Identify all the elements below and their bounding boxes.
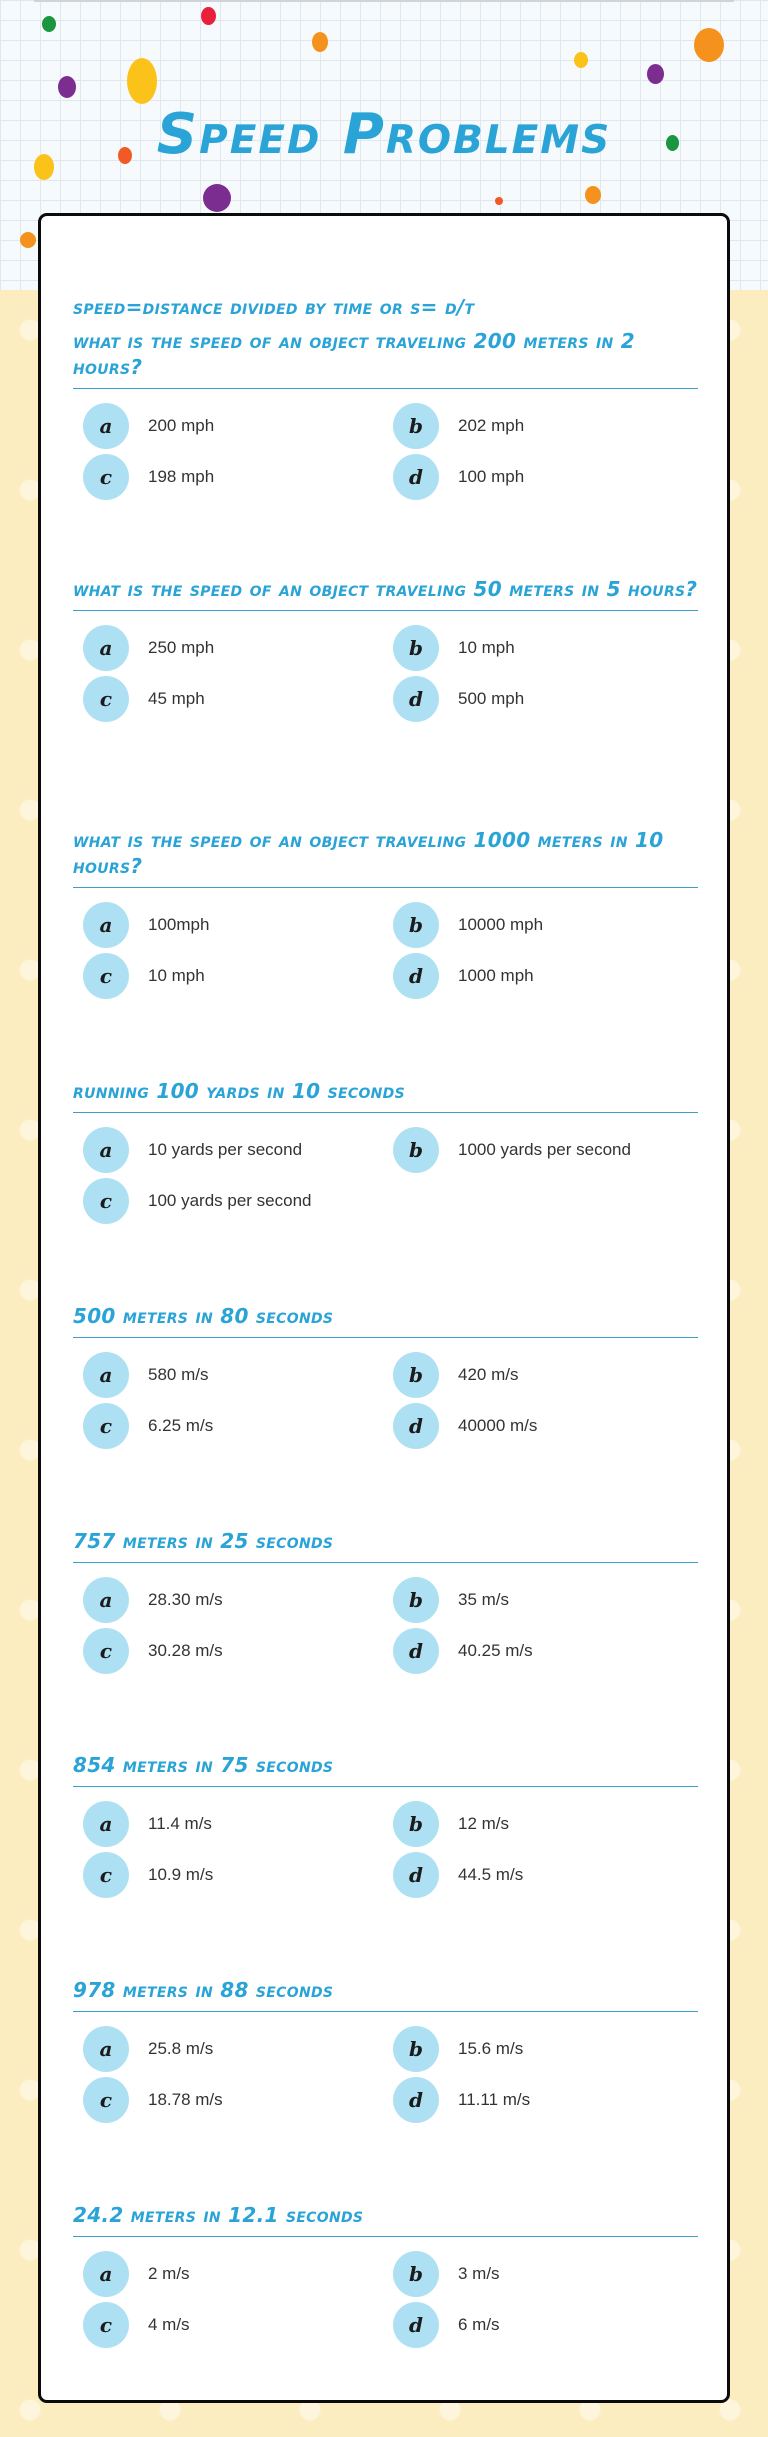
option-letter-bubble[interactable]: d [393, 1628, 439, 1674]
paint-splat-decoration [201, 7, 216, 25]
paint-splat-decoration [574, 52, 588, 68]
option-letter-bubble[interactable]: d [393, 2077, 439, 2123]
question-prompt: 854 meters in 75 seconds [73, 1753, 334, 1777]
option-text: 40.25 m/s [458, 1641, 533, 1660]
answer-option-d[interactable] [393, 1403, 537, 1449]
question-divider [73, 1112, 698, 1113]
question-divider [73, 388, 698, 389]
option-text: 580 m/s [148, 1365, 209, 1384]
option-text: 40000 m/s [458, 1416, 538, 1435]
option-text: 28.30 m/s [148, 1590, 223, 1609]
option-letter-bubble[interactable]: a [83, 403, 129, 449]
option-letter-bubble[interactable]: b [393, 403, 439, 449]
paint-splat-decoration [495, 197, 503, 205]
option-letter-bubble[interactable]: d [393, 953, 439, 999]
answer-options [73, 902, 698, 1004]
question-divider [73, 2011, 698, 2012]
option-text: 500 mph [458, 689, 525, 708]
answer-option-a[interactable] [83, 1127, 302, 1173]
option-text: 30.28 m/s [148, 1641, 223, 1660]
option-text: 198 mph [148, 467, 215, 486]
option-text: 12 m/s [458, 1814, 510, 1833]
question-divider [73, 2236, 698, 2237]
question-block [73, 1303, 698, 1454]
option-text: 200 mph [148, 416, 215, 435]
option-text: 11.11 m/s [458, 2090, 531, 2109]
answer-options [73, 1127, 698, 1229]
answer-option-b[interactable] [393, 1577, 509, 1623]
question-prompt: what is the speed of an object traveling 1000 meters in 10 hours? [73, 828, 664, 878]
option-letter-bubble[interactable]: c [83, 2302, 129, 2348]
option-text: 10 mph [148, 966, 205, 985]
paint-splat-decoration [647, 64, 664, 84]
option-letter-bubble[interactable]: c [83, 953, 129, 999]
option-letter-bubble[interactable]: d [393, 676, 439, 722]
option-letter-bubble[interactable]: d [393, 454, 439, 500]
answer-option-a[interactable] [83, 1352, 208, 1398]
option-text: 44.5 m/s [458, 1865, 524, 1884]
option-letter-bubble[interactable]: b [393, 1352, 439, 1398]
option-text: 10.9 m/s [148, 1865, 214, 1884]
answer-options [73, 2026, 698, 2128]
paint-splat-decoration [585, 186, 601, 204]
question-block [73, 2202, 698, 2353]
option-text: 202 mph [458, 416, 525, 435]
answer-option-d[interactable] [393, 676, 524, 722]
option-letter-bubble[interactable]: a [83, 2026, 129, 2072]
answer-options [73, 403, 698, 505]
option-text: 100mph [148, 915, 210, 934]
option-letter-bubble[interactable]: b [393, 902, 439, 948]
option-text: 2 m/s [148, 2264, 190, 2283]
option-text: 100 yards per second [148, 1191, 312, 1210]
option-letter-bubble[interactable]: a [83, 1801, 129, 1847]
question-block [73, 576, 698, 727]
answer-option-a[interactable] [83, 2251, 190, 2297]
option-letter-bubble[interactable]: c [83, 2077, 129, 2123]
option-letter-bubble[interactable]: c [83, 676, 129, 722]
answer-option-d[interactable] [393, 2077, 530, 2123]
answer-option-d[interactable] [393, 1852, 523, 1898]
worksheet-card [38, 213, 730, 2403]
option-letter-bubble[interactable]: a [83, 1127, 129, 1173]
question-prompt: what is the speed of an object traveling 50 meters in 5 hours? [73, 577, 698, 601]
question-prompt: 978 meters in 88 seconds [73, 1978, 334, 2002]
answer-option-a[interactable] [83, 2026, 213, 2072]
answer-option-b[interactable] [393, 2026, 523, 2072]
answer-option-a[interactable] [83, 1801, 212, 1847]
question-divider [73, 887, 698, 888]
option-letter-bubble[interactable]: b [393, 1801, 439, 1847]
answer-options [73, 1577, 698, 1679]
paint-splat-decoration [127, 58, 157, 104]
option-text: 10 mph [458, 638, 515, 657]
option-text: 4 m/s [148, 2315, 190, 2334]
answer-option-d[interactable] [393, 454, 524, 500]
option-letter-bubble[interactable]: b [393, 625, 439, 671]
option-text: 15.6 m/s [458, 2039, 524, 2058]
option-text: 100 mph [458, 467, 525, 486]
option-letter-bubble[interactable]: b [393, 2026, 439, 2072]
answer-option-c[interactable] [83, 1178, 312, 1224]
option-letter-bubble[interactable]: b [393, 1127, 439, 1173]
option-letter-bubble[interactable]: c [83, 1178, 129, 1224]
option-text: 10 yards per second [148, 1140, 303, 1159]
option-letter-bubble[interactable]: b [393, 2251, 439, 2297]
option-letter-bubble[interactable]: a [83, 902, 129, 948]
option-letter-bubble[interactable]: a [83, 1352, 129, 1398]
question-block [73, 1078, 698, 1229]
answer-option-a[interactable] [83, 902, 209, 948]
answer-option-d[interactable] [393, 953, 534, 999]
option-text: 25.8 m/s [148, 2039, 214, 2058]
answer-option-b[interactable] [393, 2251, 500, 2297]
option-letter-bubble[interactable]: d [393, 1403, 439, 1449]
option-text: 35 m/s [458, 1590, 510, 1609]
question-block [73, 294, 698, 505]
answer-option-b[interactable] [393, 902, 543, 948]
answer-option-b[interactable] [393, 1352, 518, 1398]
answer-option-c[interactable] [83, 953, 205, 999]
option-text: 11.4 m/s [148, 1814, 212, 1833]
question-block [73, 1977, 698, 2128]
answer-option-c[interactable] [83, 676, 205, 722]
option-text: 45 mph [148, 689, 205, 708]
answer-options [73, 2251, 698, 2353]
option-letter-bubble[interactable]: c [83, 1852, 129, 1898]
paint-splat-decoration [694, 28, 724, 62]
option-letter-bubble[interactable]: c [83, 1403, 129, 1449]
question-divider [73, 1562, 698, 1563]
question-prompt: 757 meters in 25 seconds [73, 1529, 334, 1553]
option-letter-bubble[interactable]: b [393, 1577, 439, 1623]
answer-option-b[interactable] [393, 1127, 631, 1173]
formula-hint: speed=distance divided by time or s= d/t [73, 295, 475, 319]
option-letter-bubble[interactable]: a [83, 625, 129, 671]
answer-options [73, 625, 698, 727]
question-divider [73, 610, 698, 611]
question-block [73, 827, 698, 1004]
answer-option-c[interactable] [83, 2077, 223, 2123]
answer-option-a[interactable] [83, 403, 214, 449]
answer-option-a[interactable] [83, 1577, 223, 1623]
answer-option-b[interactable] [393, 625, 515, 671]
answer-options [73, 1801, 698, 1903]
paint-splat-decoration [42, 16, 56, 32]
option-letter-bubble[interactable]: c [83, 1628, 129, 1674]
question-divider [73, 1337, 698, 1338]
answer-option-c[interactable] [83, 2302, 190, 2348]
answer-option-b[interactable] [393, 1801, 509, 1847]
option-letter-bubble[interactable]: d [393, 2302, 439, 2348]
option-text: 250 mph [148, 638, 215, 657]
option-text: 10000 mph [458, 915, 544, 934]
paint-splat-decoration [203, 184, 231, 212]
answer-option-d[interactable] [393, 2302, 500, 2348]
option-text: 6.25 m/s [148, 1416, 214, 1435]
option-letter-bubble[interactable]: d [393, 1852, 439, 1898]
answer-option-b[interactable] [393, 403, 524, 449]
option-text: 3 m/s [458, 2264, 500, 2283]
question-divider [73, 1786, 698, 1787]
option-text: 1000 yards per second [458, 1140, 631, 1159]
question-block [73, 1528, 698, 1679]
question-block [73, 1752, 698, 1903]
option-text: 420 m/s [458, 1365, 519, 1384]
option-letter-bubble[interactable]: a [83, 1577, 129, 1623]
option-letter-bubble[interactable]: a [83, 2251, 129, 2297]
option-text: 1000 mph [458, 966, 534, 985]
paint-splat-decoration [312, 32, 328, 52]
answer-option-c[interactable] [83, 454, 214, 500]
question-prompt: running 100 yards in 10 seconds [73, 1079, 405, 1103]
answer-option-c[interactable] [83, 1403, 213, 1449]
top-divider [34, 0, 734, 2]
page-title: Speed Problems [156, 102, 612, 167]
paint-splat-decoration [20, 232, 36, 248]
question-prompt: what is the speed of an object traveling 200 meters in 2 hours? [73, 329, 636, 379]
answer-option-c[interactable] [83, 1628, 223, 1674]
question-prompt: 500 meters in 80 seconds [73, 1304, 334, 1328]
option-letter-bubble[interactable]: c [83, 454, 129, 500]
answer-options [73, 1352, 698, 1454]
option-text: 6 m/s [458, 2315, 500, 2334]
answer-option-c[interactable] [83, 1852, 213, 1898]
option-text: 18.78 m/s [148, 2090, 223, 2109]
paint-splat-decoration [58, 76, 76, 98]
answer-option-a[interactable] [83, 625, 214, 671]
answer-option-d[interactable] [393, 1628, 533, 1674]
question-prompt: 24.2 meters in 12.1 seconds [73, 2203, 364, 2227]
